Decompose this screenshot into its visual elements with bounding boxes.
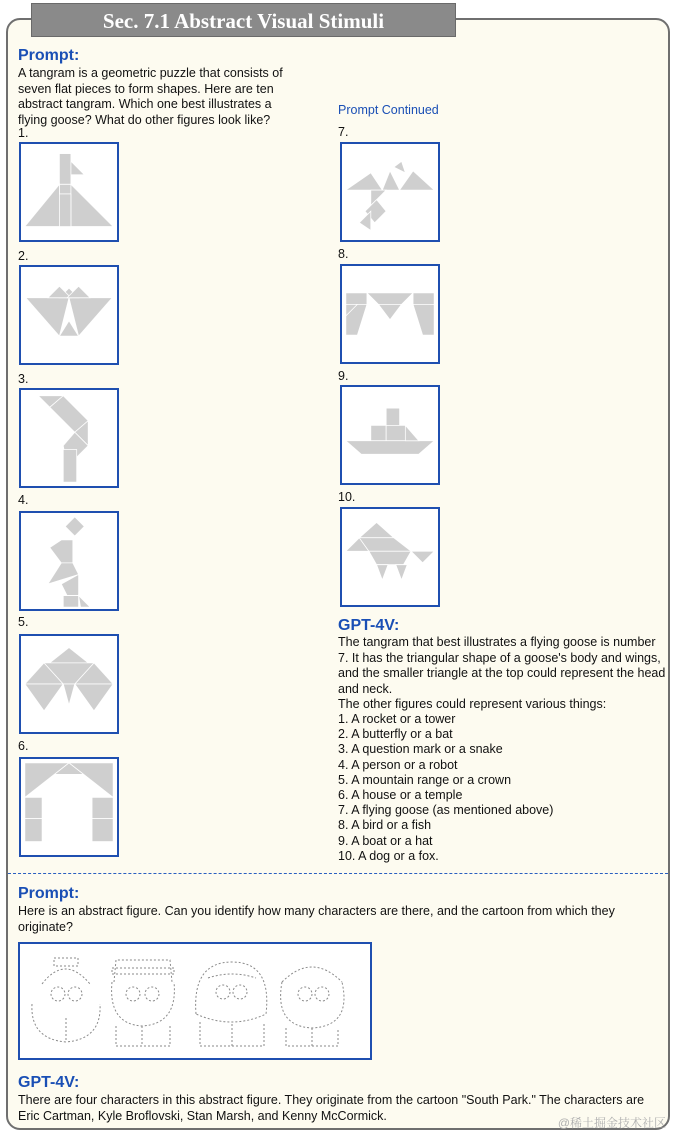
figure-number-5: 5. — [18, 615, 29, 629]
tangram-figure-8 — [340, 264, 440, 364]
watermark: @稀土掘金技术社区 — [557, 1116, 666, 1130]
list-item: 9. A boat or a hat — [338, 833, 433, 848]
answer-text-2: There are four characters in this abstract figure. They originate from the cartoon "South Park." The characters are Eric Cartman, Kyle Broflovski, Stan Marsh, and Kenny McCormick. — [18, 1093, 645, 1123]
prompt-text: A tangram is a geometric puzzle that consists of seven flat pieces to form shapes. Here are ten abstract tangram. Which one best illustrates a flying goose? What do other figures look like? — [18, 66, 283, 127]
figure-number-6: 6. — [18, 739, 29, 753]
tangram-figure-10 — [340, 507, 440, 607]
prompt-continued-label: Prompt Continued — [338, 103, 439, 117]
prompt-text-2: Here is an abstract figure. Can you identify how many characters are there, and the cartoon from which they originate? — [18, 904, 615, 934]
section-header: Sec. 7.1 Abstract Visual Stimuli — [31, 3, 456, 37]
figure-number-4: 4. — [18, 493, 29, 507]
list-item: 8. A bird or a fish — [338, 818, 432, 833]
list-item: 1. A rocket or a tower — [338, 712, 456, 726]
list-item: 7. A flying goose (as mentioned above) — [338, 803, 554, 818]
figure-number-10: 10. — [338, 490, 356, 504]
figure-number-1: 1. — [18, 126, 29, 140]
list-item: 3. A question mark or a snake — [338, 742, 503, 757]
tangram-figure-6 — [19, 757, 119, 857]
figure-number-2: 2. — [18, 249, 29, 263]
prompt-label: Prompt: — [18, 47, 80, 64]
list-item: 4. A person or a robot — [338, 757, 458, 772]
gpt4v-label: GPT-4V: — [338, 617, 400, 634]
answer-list — [338, 712, 553, 864]
tangram-figure-9 — [340, 385, 440, 485]
figure-number-9: 9. — [338, 369, 349, 383]
tangram-figure-4 — [19, 511, 119, 611]
tangram-figure-1 — [19, 142, 119, 242]
figure-number-3: 3. — [18, 372, 29, 386]
tangram-figure-7 — [340, 142, 440, 242]
tangram-figure-3 — [19, 388, 119, 488]
list-item: 5. A mountain range or a crown — [338, 772, 512, 787]
tangram-figure-2 — [19, 265, 119, 365]
prompt-label-2: Prompt: — [18, 885, 80, 902]
section-divider — [8, 873, 668, 874]
tangram-figure-5 — [19, 634, 119, 734]
list-item: 6. A house or a temple — [338, 788, 463, 803]
answer-intro: The other figures could represent various things: — [338, 697, 607, 711]
figure-number-7: 7. — [338, 125, 349, 139]
answer-text: The tangram that best illustrates a flying goose is number 7. It has the triangular shape of a goose's body and wings, and the smaller triangle at the top could represent the head and neck. — [338, 635, 666, 696]
figure-number-8: 8. — [338, 247, 349, 261]
list-item: 2. A butterfly or a bat — [338, 727, 453, 742]
ascii-art-figure — [18, 942, 372, 1060]
gpt4v-label-2: GPT-4V: — [18, 1074, 80, 1091]
list-item: 10. A dog or a fox. — [338, 848, 439, 863]
